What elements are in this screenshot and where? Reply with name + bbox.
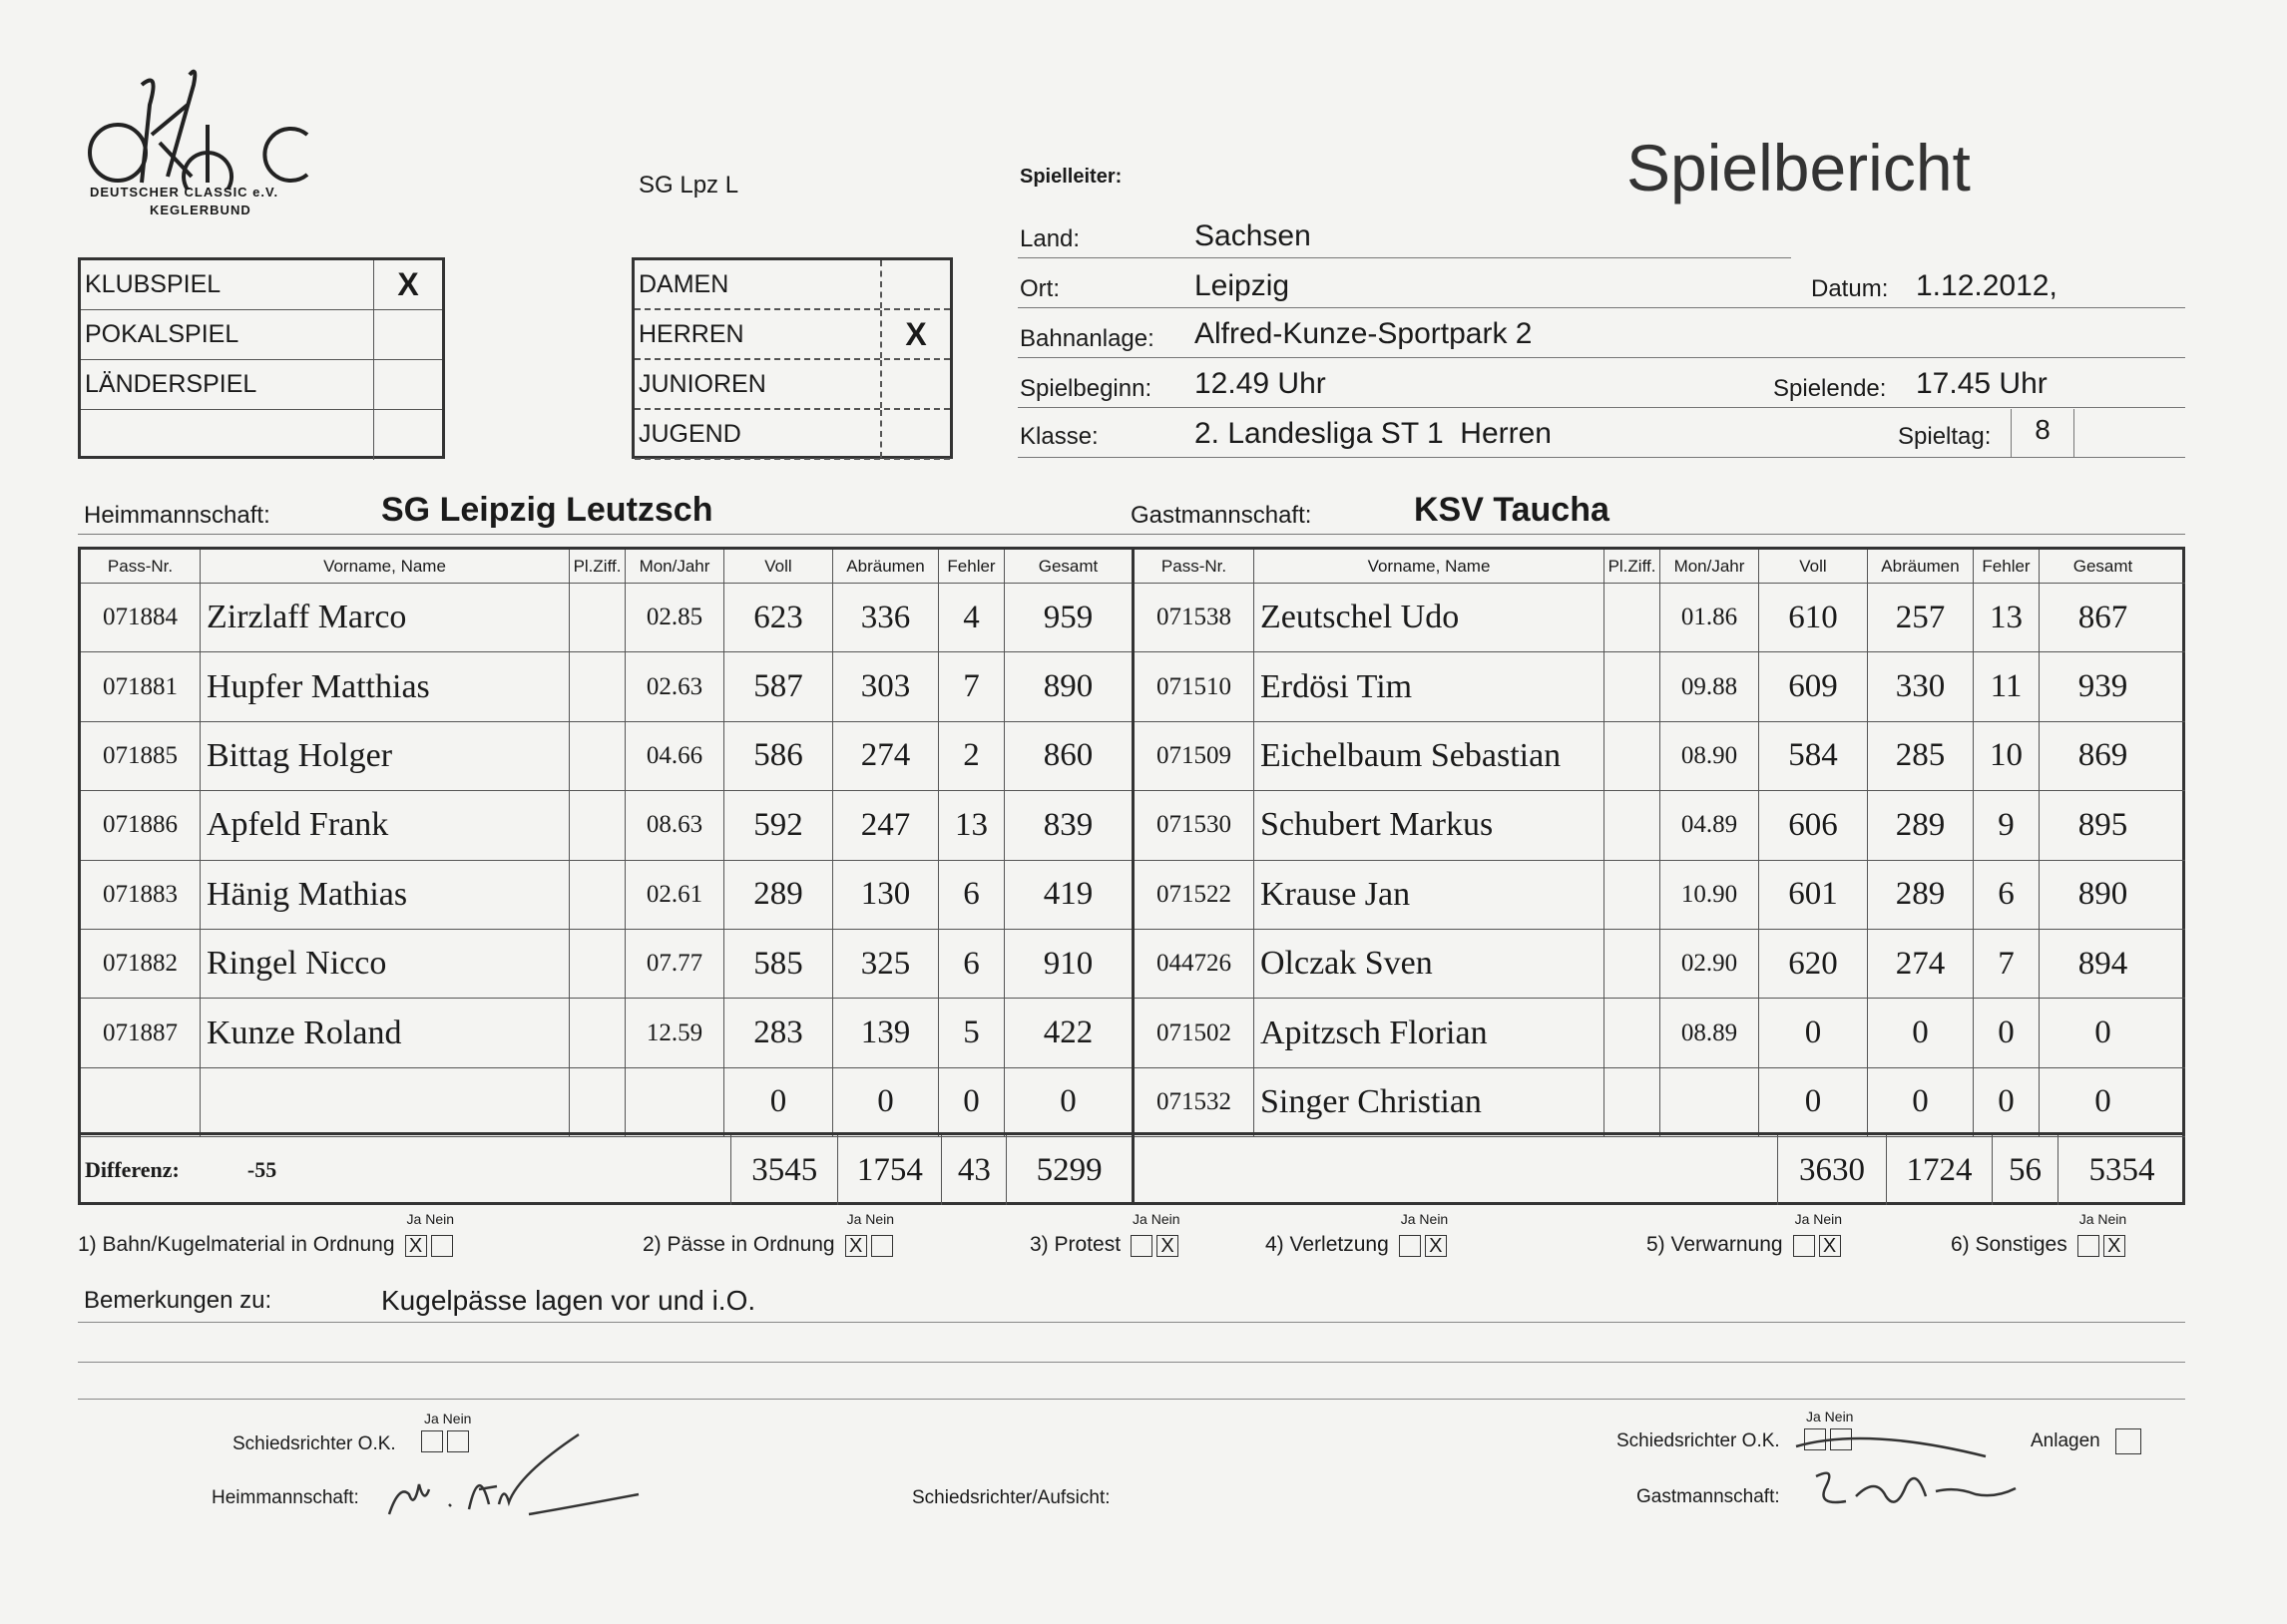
cell-voll[interactable]: 0 <box>1759 1068 1868 1136</box>
cell-pass[interactable]: 071522 <box>1135 861 1254 929</box>
cell-ges[interactable]: 860 <box>1043 737 1094 774</box>
cell-pl[interactable] <box>570 652 626 720</box>
cell-pass[interactable]: 071884 <box>81 584 201 651</box>
cell-pass[interactable]: 071885 <box>81 722 201 790</box>
cell-feh[interactable]: 4 <box>939 584 1005 651</box>
anlagen-checkbox[interactable] <box>2115 1428 2141 1454</box>
cell-pl[interactable] <box>1604 584 1660 651</box>
cell-name[interactable]: Hupfer Matthias <box>201 652 570 720</box>
cell-feh[interactable]: 6 <box>939 861 1005 929</box>
check-label: 5) Verwarnung <box>1646 1233 1783 1256</box>
cell-pl[interactable] <box>1604 722 1660 790</box>
category-label: HERREN <box>635 310 882 358</box>
check-label: 1) Bahn/Kugelmaterial in Ordnung <box>78 1233 395 1256</box>
col-name: Vorname, Name <box>201 550 570 583</box>
bahnanlage-value[interactable]: Alfred-Kunze-Sportpark 2 <box>1194 317 1533 350</box>
page-title: Spielbericht <box>1626 131 1971 204</box>
category-label: JUGEND <box>635 410 882 458</box>
col-abr: Abräumen <box>833 550 939 583</box>
cell-ges[interactable]: 839 <box>1043 806 1094 843</box>
cell-pass[interactable] <box>81 1068 201 1136</box>
rule <box>1018 457 2185 458</box>
cell-name[interactable]: Bittag Holger <box>201 722 570 790</box>
nein-checkbox[interactable]: X <box>2103 1235 2125 1257</box>
table-row <box>1135 999 2185 1067</box>
game-type-label <box>81 410 374 460</box>
check-verletzung <box>1265 1211 1449 1257</box>
cell-abr[interactable]: 257 <box>1868 584 1974 651</box>
table-header <box>1135 550 2185 584</box>
diff-cell <box>81 1135 731 1205</box>
guest-team-label: Gastmannschaft: <box>1131 502 1312 529</box>
logo-wordmark: dkbc <box>85 125 88 126</box>
klasse-value[interactable]: 2. Landesliga ST 1 Herren <box>1194 417 1552 450</box>
table-row <box>1135 1068 2185 1137</box>
cell-feh[interactable]: 7 <box>1974 930 2040 998</box>
nein-checkbox[interactable] <box>431 1235 453 1257</box>
land-value[interactable]: Sachsen <box>1194 219 1311 252</box>
cell-pl[interactable] <box>1604 930 1660 998</box>
cell-feh[interactable]: 13 <box>939 791 1005 859</box>
category-grid <box>632 257 953 459</box>
guest-total-abr[interactable]: 1724 <box>1887 1135 1993 1205</box>
cell-voll[interactable]: 283 <box>724 999 833 1066</box>
cell-pl[interactable] <box>570 584 626 651</box>
cell-name[interactable]: Krause Jan <box>1254 861 1604 929</box>
cell-abr[interactable]: 274 <box>833 722 939 790</box>
col-mon: Mon/Jahr <box>1660 550 1759 583</box>
home-totals-row <box>81 1132 1132 1205</box>
col-abr: Abräumen <box>1868 550 1974 583</box>
home-team-table <box>81 550 1132 1202</box>
cell-mon[interactable]: 02.90 <box>1660 930 1759 998</box>
cell-ges[interactable]: 869 <box>2077 737 2128 774</box>
game-type-row[interactable] <box>81 360 442 410</box>
col-feh: Fehler <box>1974 550 2040 583</box>
cell-mon[interactable]: 08.89 <box>1660 999 1759 1066</box>
cell-ges[interactable]: 890 <box>1043 668 1094 705</box>
game-type-mark[interactable] <box>374 360 442 409</box>
category-label: DAMEN <box>635 260 882 308</box>
cell-voll[interactable]: 289 <box>724 861 833 929</box>
cell-abr[interactable]: 0 <box>1868 999 1974 1066</box>
category-row[interactable] <box>635 310 950 360</box>
table-row <box>81 584 1132 652</box>
check-verwarnung <box>1646 1211 1843 1257</box>
check-label: 6) Sonstiges <box>1951 1233 2067 1256</box>
table-row <box>1135 584 2185 652</box>
cell-ges[interactable]: 867 <box>2077 599 2128 635</box>
cell-feh[interactable]: 6 <box>939 930 1005 998</box>
nein-checkbox[interactable]: X <box>1156 1235 1178 1257</box>
guest-total-voll[interactable]: 3630 <box>1778 1135 1887 1205</box>
cell-mon[interactable]: 01.86 <box>1660 584 1759 651</box>
rule <box>78 1399 2185 1400</box>
spielende-value[interactable]: 17.45 Uhr <box>1916 367 2048 400</box>
cell-pl[interactable] <box>570 861 626 929</box>
cell-voll[interactable]: 609 <box>1759 652 1868 720</box>
cell-pass[interactable]: 044726 <box>1135 930 1254 998</box>
rule <box>78 1322 2185 1323</box>
category-row[interactable] <box>635 410 950 460</box>
col-voll: Voll <box>1759 550 1868 583</box>
table-row <box>81 652 1132 721</box>
cell-name[interactable]: Erdösi Tim <box>1254 652 1604 720</box>
cell-voll[interactable]: 610 <box>1759 584 1868 651</box>
cell-name[interactable]: Singer Christian <box>1254 1068 1604 1136</box>
cell-abr[interactable]: 139 <box>833 999 939 1066</box>
cell-pass[interactable]: 071510 <box>1135 652 1254 720</box>
cell-pl[interactable] <box>570 1068 626 1136</box>
rule <box>78 534 2185 535</box>
cell-feh[interactable]: 13 <box>1974 584 2040 651</box>
nein-checkbox[interactable]: X <box>1425 1235 1447 1257</box>
spielende-label: Spielende: <box>1773 375 1887 402</box>
category-mark[interactable] <box>882 410 950 458</box>
cell-pl[interactable] <box>1604 791 1660 859</box>
cell-abr[interactable]: 130 <box>833 861 939 929</box>
cell-voll[interactable]: 623 <box>724 584 833 651</box>
cell-ges[interactable]: 0 <box>2094 1083 2111 1120</box>
nein-checkbox[interactable]: X <box>1819 1235 1841 1257</box>
diff-value[interactable]: -55 <box>246 1157 277 1182</box>
cell-mon[interactable]: 02.63 <box>626 652 724 720</box>
table-header <box>81 550 1132 584</box>
category-mark[interactable] <box>882 360 950 408</box>
cell-ges[interactable]: 422 <box>1043 1015 1094 1051</box>
cell-name[interactable]: Zirzlaff Marco <box>201 584 570 651</box>
anlagen-label: Anlagen <box>2031 1430 2100 1451</box>
col-name: Vorname, Name <box>1254 550 1604 583</box>
cell-voll[interactable]: 584 <box>1759 722 1868 790</box>
cell-ges[interactable]: 0 <box>2094 1015 2111 1051</box>
cell-pass[interactable]: 071509 <box>1135 722 1254 790</box>
guest-total-ges[interactable]: 5354 <box>2088 1151 2155 1188</box>
col-ges: Gesamt <box>1038 556 1099 576</box>
datum-label: Datum: <box>1811 275 1889 302</box>
game-type-row[interactable] <box>81 260 442 310</box>
cell-pl[interactable] <box>570 999 626 1066</box>
cell-pl[interactable] <box>1604 652 1660 720</box>
score-table <box>78 547 2185 1205</box>
cell-feh[interactable]: 7 <box>939 652 1005 720</box>
referee-ok-label-guest: Schiedsrichter O.K. <box>1616 1430 1780 1451</box>
cell-mon[interactable]: 09.88 <box>1660 652 1759 720</box>
cell-ges[interactable]: 939 <box>2077 668 2128 705</box>
cell-mon[interactable]: 08.90 <box>1660 722 1759 790</box>
ort-label: Ort: <box>1020 275 1060 302</box>
guest-total-feh[interactable]: 56 <box>1993 1135 2058 1205</box>
home-total-voll[interactable]: 3545 <box>731 1135 838 1205</box>
cell-ges[interactable]: 910 <box>1043 945 1094 982</box>
cell-name[interactable] <box>201 1068 570 1136</box>
game-type-label: LÄNDERSPIEL <box>81 360 374 409</box>
cell-name[interactable]: Apitzsch Florian <box>1254 999 1604 1066</box>
guest-totals-row <box>1135 1132 2185 1205</box>
cell-voll[interactable]: 587 <box>724 652 833 720</box>
club-short-name: SG Lpz L <box>639 172 739 199</box>
cell-ges[interactable]: 894 <box>2077 945 2128 982</box>
category-row[interactable] <box>635 260 950 310</box>
cell-ges[interactable]: 0 <box>1060 1083 1077 1120</box>
cell-name[interactable]: Apfeld Frank <box>201 791 570 859</box>
cell-name[interactable]: Eichelbaum Sebastian <box>1254 722 1604 790</box>
cell-pl[interactable] <box>570 791 626 859</box>
cell-ges[interactable]: 419 <box>1043 876 1094 913</box>
cell-voll[interactable]: 620 <box>1759 930 1868 998</box>
cell-name[interactable]: Ringel Nicco <box>201 930 570 998</box>
spielbeginn-value[interactable]: 12.49 Uhr <box>1194 367 1326 400</box>
cell-feh[interactable]: 2 <box>939 722 1005 790</box>
cell-pl[interactable] <box>570 930 626 998</box>
spieltag-label: Spieltag: <box>1898 423 1992 450</box>
cell-feh[interactable]: 0 <box>1974 1068 2040 1136</box>
table-row <box>1135 722 2185 791</box>
category-mark[interactable] <box>882 260 950 308</box>
diff-label: Differenz: <box>85 1157 180 1182</box>
cell-voll[interactable]: 601 <box>1759 861 1868 929</box>
game-type-row[interactable] <box>81 410 442 460</box>
ja-checkbox[interactable] <box>1399 1235 1421 1257</box>
check-paesse <box>643 1211 895 1257</box>
cell-mon[interactable]: 02.61 <box>626 861 724 929</box>
table-row <box>1135 652 2185 721</box>
rule <box>1018 209 1791 258</box>
cell-mon[interactable]: 02.85 <box>626 584 724 651</box>
guest-team-name[interactable]: KSV Taucha <box>1414 491 1609 529</box>
cell-feh[interactable]: 0 <box>939 1068 1005 1136</box>
cell-abr[interactable]: 289 <box>1868 861 1974 929</box>
cell-pass[interactable]: 071502 <box>1135 999 1254 1066</box>
cell-abr[interactable]: 289 <box>1868 791 1974 859</box>
cell-voll[interactable]: 606 <box>1759 791 1868 859</box>
cell-feh[interactable]: 11 <box>1974 652 2040 720</box>
logo-line2: KEGLERBUND <box>150 203 251 217</box>
cell-mon[interactable] <box>1660 1068 1759 1136</box>
cell-pass[interactable]: 071886 <box>81 791 201 859</box>
rule <box>1018 309 2185 358</box>
home-total-ges[interactable]: 5299 <box>1036 1151 1103 1188</box>
home-total-abr[interactable]: 1754 <box>838 1135 942 1205</box>
game-type-row[interactable] <box>81 310 442 360</box>
table-row <box>1135 791 2185 860</box>
col-mon: Mon/Jahr <box>626 550 724 583</box>
game-type-label: KLUBSPIEL <box>81 260 374 309</box>
cell-mon[interactable]: 12.59 <box>626 999 724 1066</box>
cell-abr[interactable]: 336 <box>833 584 939 651</box>
cell-pass[interactable]: 071887 <box>81 999 201 1066</box>
cell-abr[interactable]: 0 <box>833 1068 939 1136</box>
col-feh: Fehler <box>939 550 1005 583</box>
cell-pl[interactable] <box>1604 1068 1660 1136</box>
col-voll: Voll <box>724 550 833 583</box>
ja-nein-caption: Ja Nein <box>1806 1409 1854 1424</box>
cell-abr[interactable]: 325 <box>833 930 939 998</box>
cell-pass[interactable]: 071530 <box>1135 791 1254 859</box>
col-pl: Pl.Ziff. <box>570 550 626 583</box>
cell-voll[interactable]: 585 <box>724 930 833 998</box>
ja-nein-caption: Ja Nein <box>406 1211 454 1227</box>
table-row <box>81 930 1132 999</box>
cell-feh[interactable]: 6 <box>1974 861 2040 929</box>
cell-mon[interactable] <box>626 1068 724 1136</box>
cell-name[interactable]: Zeutschel Udo <box>1254 584 1604 651</box>
spielleiter-label: Spielleiter: <box>1020 166 1123 188</box>
table-row <box>81 1068 1132 1137</box>
category-mark[interactable]: X <box>905 315 927 352</box>
cell-abr[interactable]: 274 <box>1868 930 1974 998</box>
logo-line1: DEUTSCHER CLASSIC e.V. <box>90 185 279 200</box>
cell-voll[interactable]: 0 <box>1759 999 1868 1066</box>
referee-ok-label-home: Schiedsrichter O.K. <box>232 1433 396 1454</box>
cell-feh[interactable]: 0 <box>1974 999 2040 1066</box>
ja-checkbox[interactable] <box>2077 1235 2099 1257</box>
cell-abr[interactable]: 303 <box>833 652 939 720</box>
cell-name[interactable]: Schubert Markus <box>1254 791 1604 859</box>
table-row <box>81 791 1132 860</box>
guest-signature-label: Gastmannschaft: <box>1636 1486 1780 1507</box>
table-row <box>81 722 1132 791</box>
cell-pass[interactable]: 071532 <box>1135 1068 1254 1136</box>
cell-voll[interactable]: 586 <box>724 722 833 790</box>
check-bahn <box>78 1211 454 1257</box>
game-type-mark[interactable] <box>374 410 442 460</box>
cell-voll[interactable]: 592 <box>724 791 833 859</box>
datum-value[interactable]: 1.12.2012, <box>1916 269 2058 302</box>
home-signature-label: Heimmannschaft: <box>212 1487 359 1508</box>
cell-pl[interactable] <box>570 722 626 790</box>
klasse-label: Klasse: <box>1020 423 1099 450</box>
home-team-label: Heimmannschaft: <box>84 502 270 529</box>
cell-ges[interactable]: 890 <box>2077 876 2128 913</box>
table-row <box>1135 930 2185 999</box>
cell-abr[interactable]: 330 <box>1868 652 1974 720</box>
referee-signature-label: Schiedsrichter/Aufsicht: <box>912 1487 1111 1508</box>
anlagen-box <box>2115 1428 2141 1454</box>
ort-value[interactable]: Leipzig <box>1194 269 1290 302</box>
ja-checkbox[interactable]: X <box>845 1235 867 1257</box>
ja-nein-caption: Ja Nein <box>1400 1211 1449 1227</box>
home-signature-icon[interactable] <box>379 1424 649 1524</box>
ja-nein-caption: Ja Nein <box>1133 1211 1180 1227</box>
cell-abr[interactable]: 247 <box>833 791 939 859</box>
cell-feh[interactable]: 5 <box>939 999 1005 1066</box>
check-label: 4) Verletzung <box>1265 1233 1389 1256</box>
dkbc-logo <box>80 65 319 224</box>
cell-mon[interactable]: 07.77 <box>626 930 724 998</box>
land-label: Land: <box>1020 225 1081 252</box>
cell-pl[interactable] <box>1604 861 1660 929</box>
home-total-feh[interactable]: 43 <box>942 1135 1007 1205</box>
game-type-mark[interactable]: X <box>397 266 419 302</box>
table-row <box>81 861 1132 930</box>
game-type-label: POKALSPIEL <box>81 310 374 359</box>
cell-voll[interactable]: 0 <box>724 1068 833 1136</box>
cell-abr[interactable]: 285 <box>1868 722 1974 790</box>
dkbc-logo-icon <box>80 65 319 190</box>
col-pass: Pass-Nr. <box>81 550 201 583</box>
guest-team-table <box>1132 550 2185 1202</box>
cell-pass[interactable]: 071881 <box>81 652 201 720</box>
check-label: 3) Protest <box>1030 1233 1122 1256</box>
category-row[interactable] <box>635 360 950 410</box>
nein-checkbox[interactable] <box>871 1235 893 1257</box>
cell-ges[interactable]: 959 <box>1043 599 1094 635</box>
remarks-value[interactable]: Kugelpässe lagen vor und i.O. <box>381 1285 756 1316</box>
category-label: JUNIOREN <box>635 360 882 408</box>
ja-nein-caption: Ja Nein <box>1794 1211 1843 1227</box>
cell-mon[interactable]: 08.63 <box>626 791 724 859</box>
ja-checkbox[interactable] <box>1131 1235 1152 1257</box>
rule <box>78 1362 2185 1363</box>
spielbeginn-label: Spielbeginn: <box>1020 375 1152 402</box>
check-protest <box>1030 1211 1180 1257</box>
cell-mon[interactable]: 04.66 <box>626 722 724 790</box>
game-type-mark[interactable] <box>374 310 442 359</box>
col-pl: Pl.Ziff. <box>1604 550 1660 583</box>
cell-pass[interactable]: 071882 <box>81 930 201 998</box>
table-row <box>1135 861 2185 930</box>
remarks-label: Bemerkungen zu: <box>84 1287 272 1314</box>
home-team-name[interactable]: SG Leipzig Leutzsch <box>381 491 713 529</box>
ja-nein-caption: Ja Nein <box>2078 1211 2127 1227</box>
ja-nein-caption: Ja Nein <box>846 1211 895 1227</box>
cell-ges[interactable]: 895 <box>2077 806 2128 843</box>
guest-signature-icon[interactable] <box>1786 1426 2026 1521</box>
cell-name[interactable]: Hänig Mathias <box>201 861 570 929</box>
cell-pass[interactable]: 071883 <box>81 861 201 929</box>
check-sonstiges <box>1951 1211 2127 1257</box>
col-ges: Gesamt <box>2072 556 2133 576</box>
game-type-grid <box>78 257 445 459</box>
cell-pass[interactable]: 071538 <box>1135 584 1254 651</box>
check-label: 2) Pässe in Ordnung <box>643 1233 835 1256</box>
ja-nein-caption: Ja Nein <box>424 1411 472 1426</box>
col-pass: Pass-Nr. <box>1135 550 1254 583</box>
ja-checkbox[interactable] <box>1793 1235 1815 1257</box>
cell-feh[interactable]: 9 <box>1974 791 2040 859</box>
spieltag-value[interactable]: 8 <box>2011 409 2074 457</box>
table-row <box>81 999 1132 1067</box>
cell-pl[interactable] <box>1604 999 1660 1066</box>
cell-mon[interactable]: 10.90 <box>1660 861 1759 929</box>
cell-name[interactable]: Kunze Roland <box>201 999 570 1066</box>
cell-name[interactable]: Olczak Sven <box>1254 930 1604 998</box>
guest-total-spacer <box>1135 1135 1778 1205</box>
cell-feh[interactable]: 10 <box>1974 722 2040 790</box>
cell-abr[interactable]: 0 <box>1868 1068 1974 1136</box>
bahnanlage-label: Bahnanlage: <box>1020 325 1154 352</box>
ja-checkbox[interactable]: X <box>405 1235 427 1257</box>
cell-mon[interactable]: 04.89 <box>1660 791 1759 859</box>
